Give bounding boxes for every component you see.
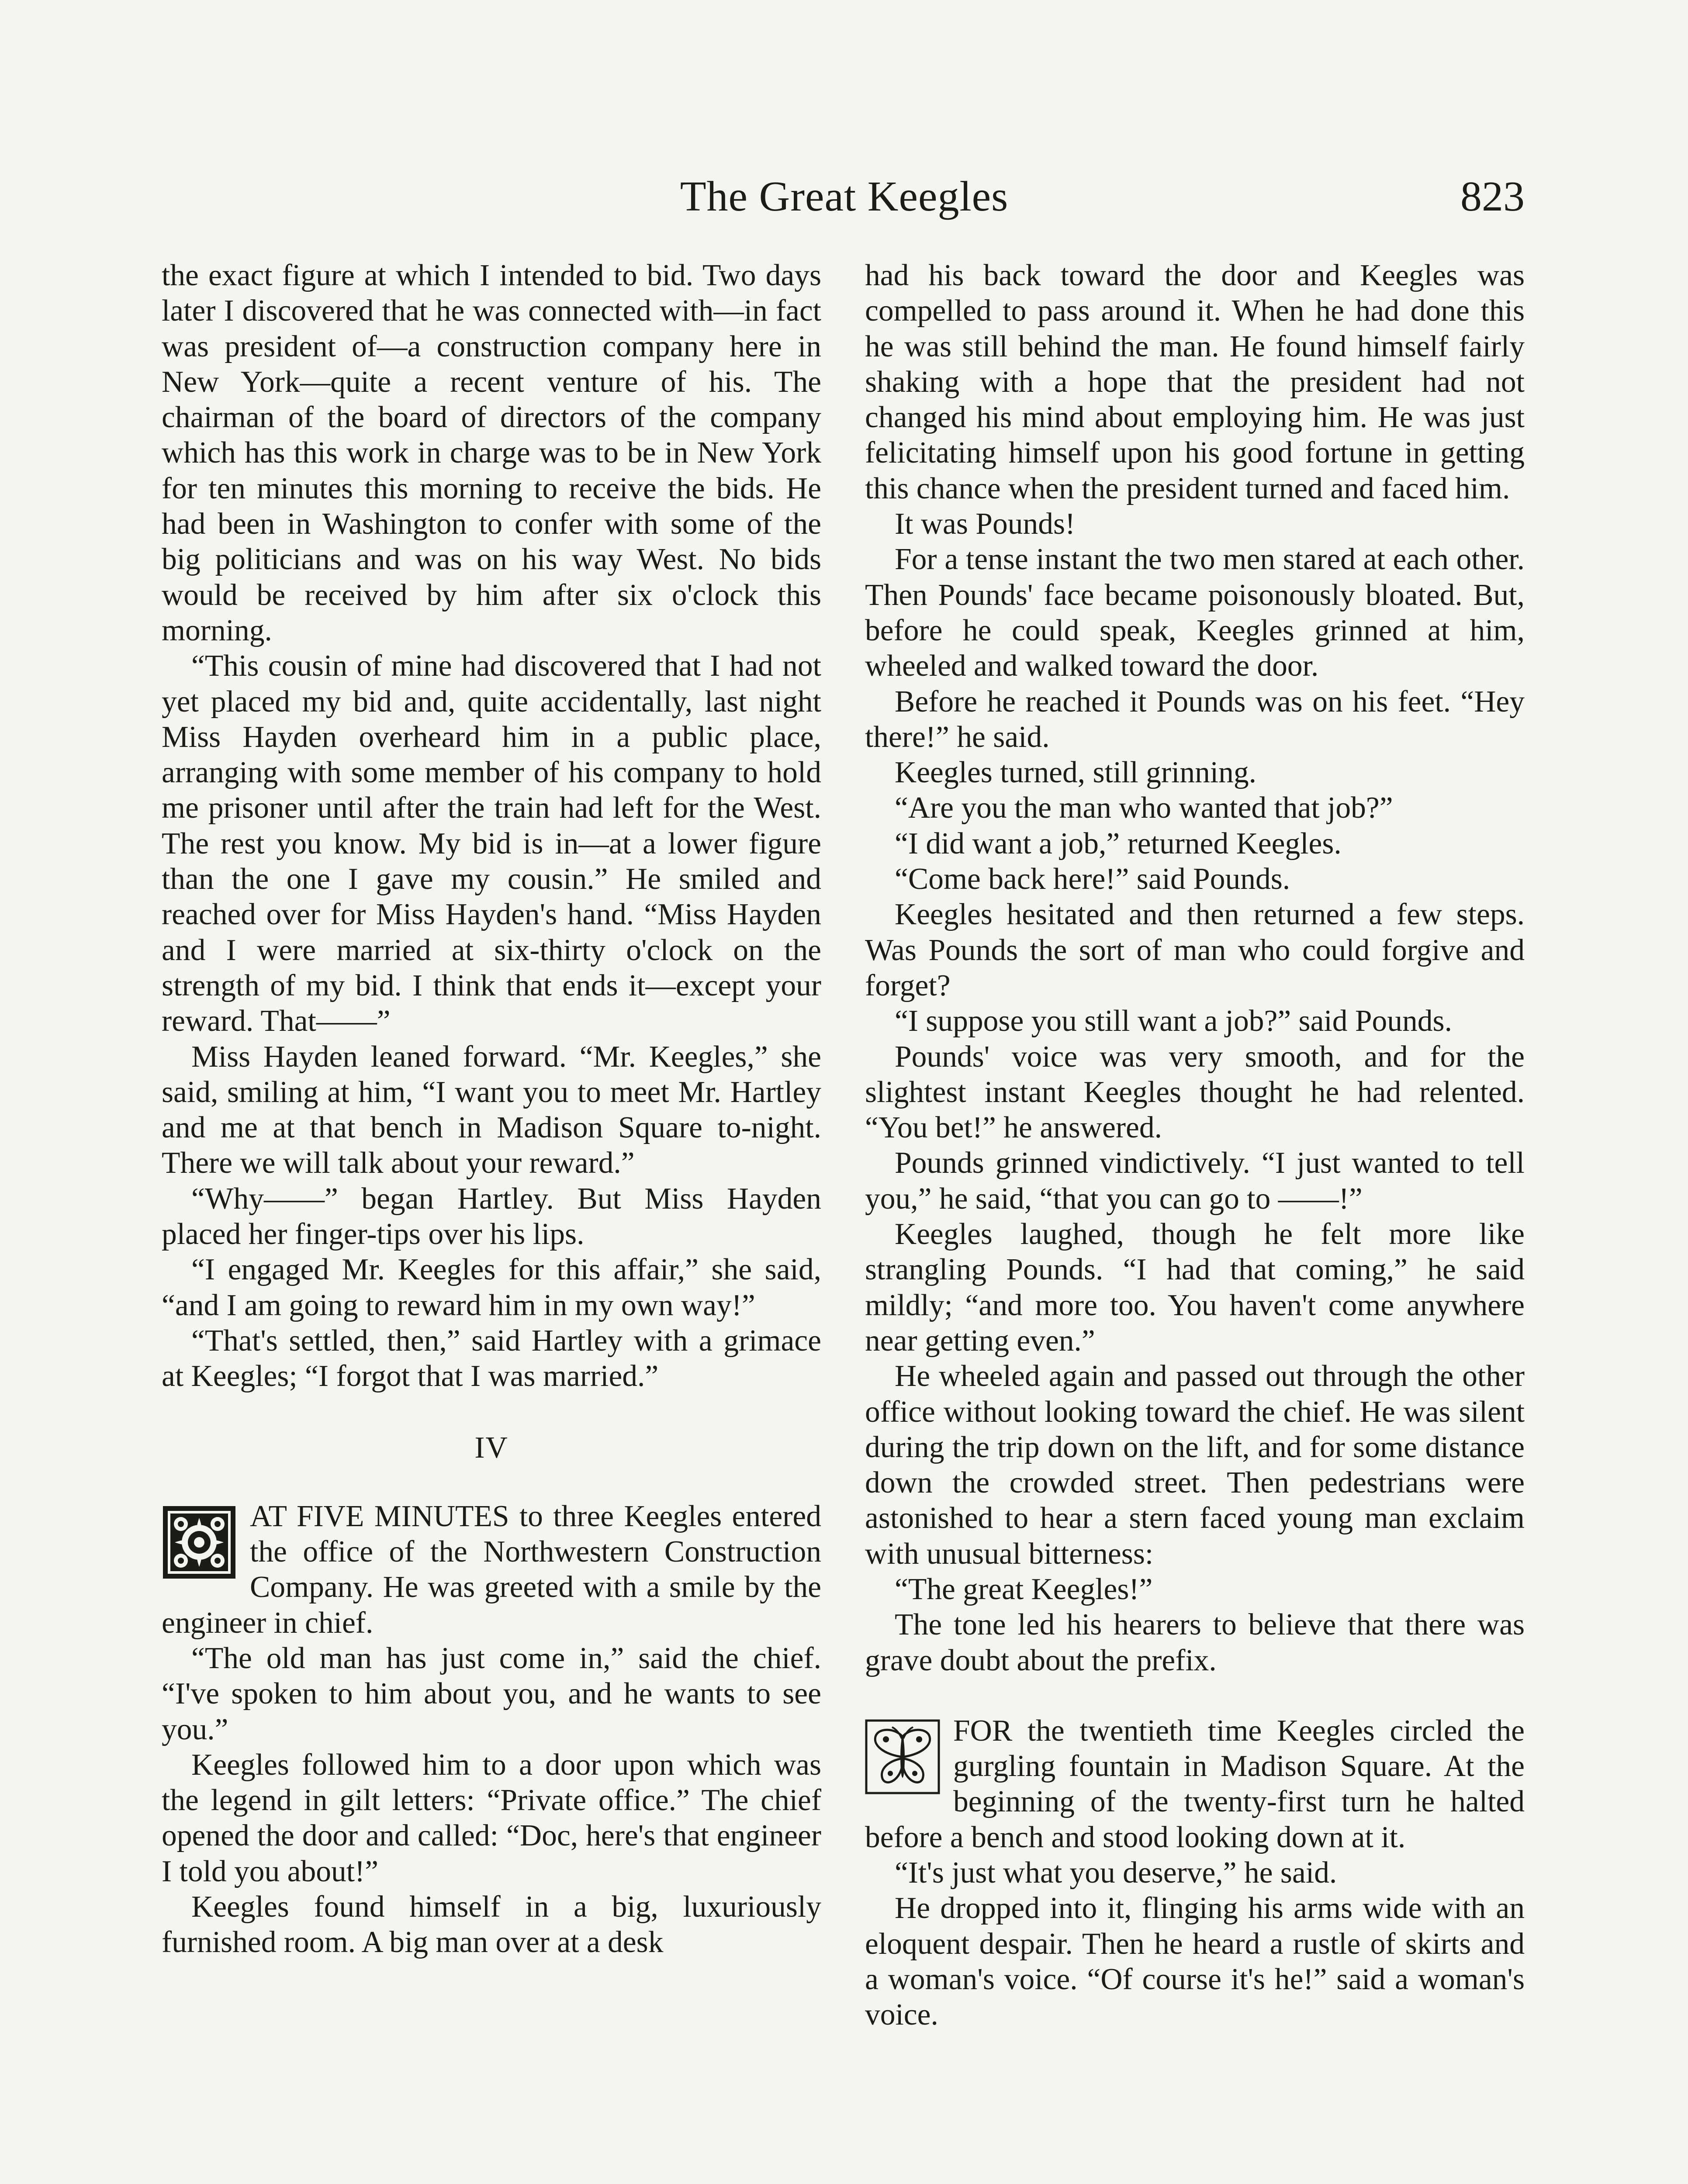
left-column xyxy=(162,258,821,1960)
paragraph: Keegles found himself in a big, luxuriously furnished room. A big man over at a desk xyxy=(162,1890,821,1959)
page-header xyxy=(164,166,1525,227)
paragraph: Pounds' voice was very smooth, and for the slightest instant Keegles thought he had relented. “You bet!” he answered. xyxy=(865,1040,1525,1145)
paragraph: The tone led his hearers to believe that there was grave doubt about the prefix. xyxy=(865,1608,1525,1677)
section-opening xyxy=(162,1499,821,1641)
paragraph: Keegles turned, still grinning. xyxy=(895,756,1257,790)
paragraph: “I did want a job,” returned Keegles. xyxy=(895,826,1342,860)
right-column xyxy=(865,258,1525,2033)
paragraph: FOR the twentieth time Keegles circled the gurgling fountain in Madison Square. At the beginning of the twenty-first turn he halted before a bench and stood looking down at it. xyxy=(865,1714,1525,1854)
paragraph: “That's settled, then,” said Hartley with a grimace at Keegles; “I forgot that I was married.” xyxy=(162,1324,821,1393)
paragraph: AT FIVE MINUTES to three Keegles entered the office of the Northwestern Construction Company. He was greeted with a smile by the engineer in chief. xyxy=(162,1499,821,1640)
paragraph: It was Pounds! xyxy=(895,507,1076,541)
paragraph: “I suppose you still want a job?” said Pounds. xyxy=(895,1004,1452,1038)
paragraph: Keegles hesitated and then returned a few steps. Was Pounds the sort of man who could forgive and forget? xyxy=(865,898,1525,1002)
butterfly-ornament-icon xyxy=(865,1719,940,1794)
paragraph: Keegles followed him to a door upon which was the legend in gilt letters: “Private office.” The chief opened the door and called: “Doc, here's that engineer I told you about!” xyxy=(162,1748,821,1888)
section-opening xyxy=(865,1713,1525,1855)
paragraph: had his back toward the door and Keegles was compelled to pass around it. When he had done this he was still behind the man. He found himself fairly shaking with a hope that the president had not changed his mind about employing him. He was just felicitating himself upon his good fortune in getting this chance when the president turned and faced him. xyxy=(865,259,1525,505)
paragraph: “Come back here!” said Pounds. xyxy=(895,862,1290,896)
paragraph: “This cousin of mine had discovered that I had not yet placed my bid and, quite accidentally, last night Miss Hayden overheard him in a public place, arranging with some member of his company to hold me prisoner until after the train had left for the West. The rest you know. My bid is in—at a lower figure than the one I gave my cousin.” He smiled and reached over for Miss Hayden's hand. “Miss Hayden and I were married at six-thirty o'clock on the strength of my bid. I think that ends it—except your reward. That——” xyxy=(162,649,821,1038)
section-heading: IV xyxy=(474,1431,508,1465)
paragraph: He wheeled again and passed out through the other office without looking toward the chief. He was silent during the trip down on the lift, and for some distance down the crowded street. Then pedestrians were astonished to hear a stern faced young man exclaim with unusual bitterness: xyxy=(865,1359,1525,1571)
paragraph: He dropped into it, flinging his arms wide with an eloquent despair. Then he heard a rustle of skirts and a woman's voice. “Of course it's he!” said a woman's voice. xyxy=(865,1891,1525,2032)
paragraph: “Why——” began Hartley. But Miss Hayden placed her finger-tips over his lips. xyxy=(162,1182,821,1251)
running-title: The Great Keegles xyxy=(680,173,1009,220)
paragraph: “I engaged Mr. Keegles for this affair,” she said, “and I am going to reward him in my own way!” xyxy=(162,1253,821,1322)
paragraph: Keegles laughed, though he felt more like strangling Pounds. “I had that coming,” he said mildly; “and more too. You haven't come anywhere near getting even.” xyxy=(865,1217,1525,1358)
paragraph: “It's just what you deserve,” he said. xyxy=(895,1856,1337,1890)
paragraph: “The old man has just come in,” said the chief. “I've spoken to him about you, and he wants to see you.” xyxy=(162,1641,821,1746)
paragraph: the exact figure at which I intended to bid. Two days later I discovered that he was connected with—in fact was president of—a construction company here in New York—quite a recent venture of his. The chairman of the board of directors of the company which has this work in charge was to be in New York for ten minutes this morning to receive the bids. He had been in Washington to confer with some of the big politicians and was on his way West. No bids would be received by him after six o'clock this morning. xyxy=(162,259,821,647)
section-break xyxy=(865,1678,1525,1713)
page-number: 823 xyxy=(1460,173,1525,220)
paragraph: “The great Keegles!” xyxy=(895,1572,1153,1606)
paragraph: Before he reached it Pounds was on his feet. “Hey there!” he said. xyxy=(865,684,1525,754)
paragraph: Miss Hayden leaned forward. “Mr. Keegles,” she said, smiling at him, “I want you to meet Mr. Hartley and me at that bench in Madison Square to-night. There we will talk about your reward.” xyxy=(162,1040,821,1180)
paragraph: For a tense instant the two men stared at each other. Then Pounds' face became poisonously bloated. But, before he could speak, Keegles grinned at him, wheeled and walked toward the door. xyxy=(865,543,1525,683)
floral-square-ornament-icon xyxy=(162,1505,237,1580)
paragraph: “Are you the man who wanted that job?” xyxy=(895,791,1393,825)
paragraph: Pounds grinned vindictively. “I just wanted to tell you,” he said, “that you can go to ——!” xyxy=(865,1146,1525,1216)
